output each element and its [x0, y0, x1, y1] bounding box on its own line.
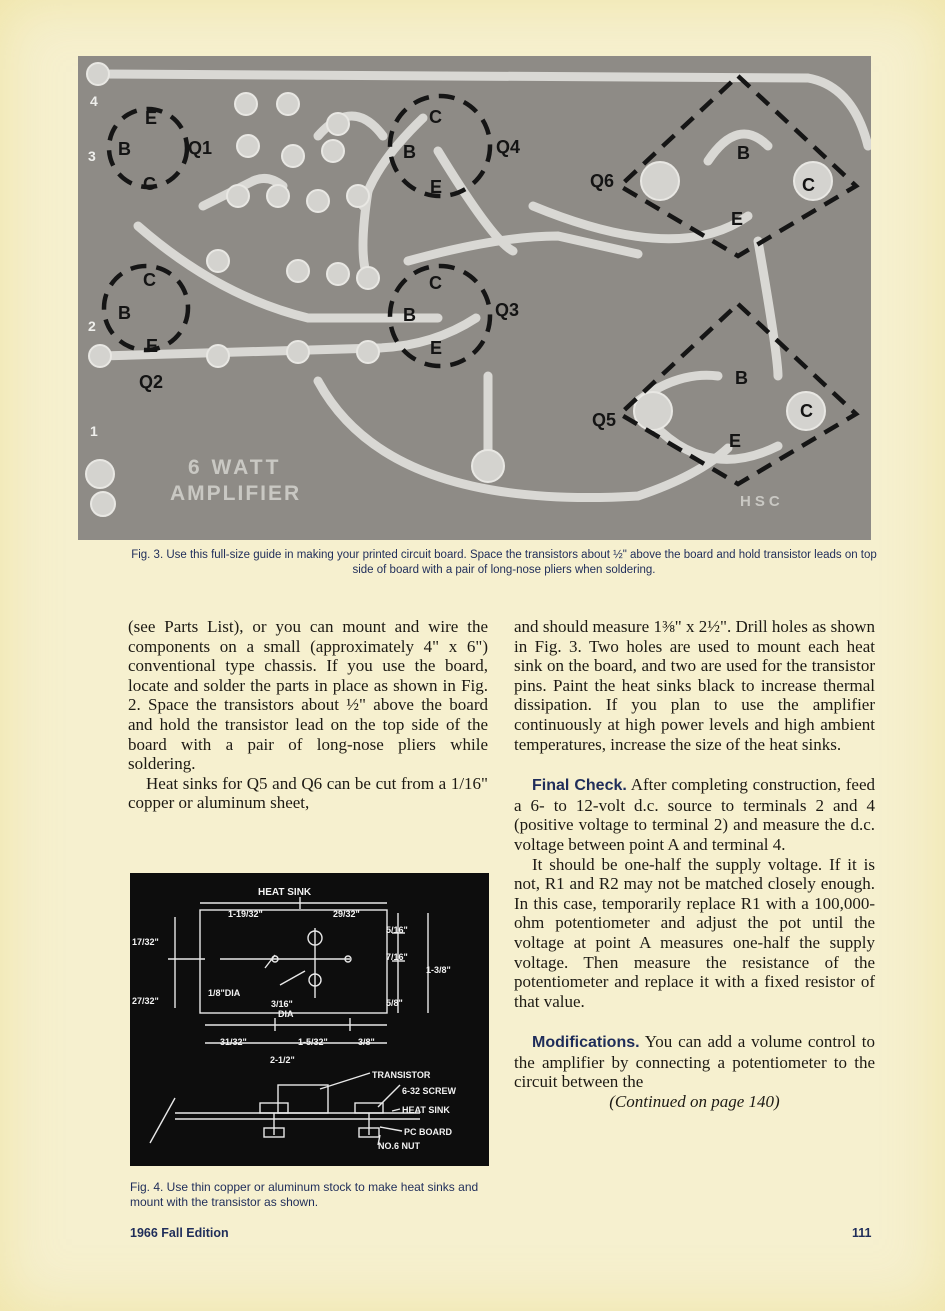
q3-base-label: B: [403, 305, 416, 325]
figure-3-caption: Fig. 3. Use this full-size guide in making your printed circuit board. Space the transistors about ½" above the board and hold transistor leads on top side of board with a pair of long-nose pliers when soldering.: [131, 549, 877, 576]
hole-3-16-line-1: 3/16": [271, 999, 293, 1009]
q1-label: Q1: [188, 138, 213, 158]
dimension-31-32: 31/32": [220, 1037, 247, 1047]
label-pc-board: PC BOARD: [404, 1127, 453, 1137]
dimension-labels: [132, 887, 457, 1151]
article-right-column: [514, 617, 875, 1112]
q5-base-label: B: [735, 368, 748, 388]
modifications-text: You can add a volume control to the amplifier by connecting a potentiometer to the circuit between the: [514, 1032, 876, 1092]
dimension-5-16: 5/16": [386, 925, 408, 935]
final-check-text: After completing construction, feed a 6- to 12-volt d.c. source to terminals 2 and 4 (positive voltage to terminal 2) and measure the d.c. voltage between point A and terminal 4.: [514, 775, 876, 854]
copper-traces: [98, 74, 868, 498]
dimension-1-19-32: 1-19/32": [228, 909, 263, 919]
q1-emitter-label: E: [145, 108, 158, 128]
terminal-numbers: [88, 93, 98, 439]
modifications-paragraph: [514, 1032, 875, 1092]
board-title-line-2: AMPLIFIER: [170, 482, 302, 505]
heat-sink-title: HEAT SINK: [258, 887, 312, 898]
q3-emitter-label: E: [430, 338, 443, 358]
q3-label: Q3: [495, 300, 520, 320]
figure-3-pc-board: [78, 56, 871, 540]
label-screw: 6-32 SCREW: [402, 1086, 457, 1096]
final-check-heading: Final Check.: [532, 777, 627, 795]
q5-collector-label: C: [800, 401, 813, 421]
dimension-3-8: 3/8": [358, 1037, 375, 1047]
left-paragraph-1: (see Parts List), or you can mount and wire the components on a small (approximately 4" x 6") conventional type chassis. If you use the board, locate and solder the parts in place as shown in Fig. 2. Space the transistors about ½" above the board and hold the transistor lead on the top side of the board with a pair of long-nose pliers while soldering.: [128, 617, 488, 774]
final-check-paragraph-2: It should be one-half the supply voltage. If it is not, R1 and R2 may not be matched closely enough. In this case, temporarily replace R1 with a 100,000-ohm potentiometer and adjust the pot until the voltage at point A measures one-half the supply voltage. Then measure the resistance of the potentiometer and replace it with a fixed resistor of that value.: [514, 854, 875, 1011]
terminal-2: 2: [88, 318, 96, 334]
q6-collector-label: C: [802, 175, 815, 195]
heat-sink-drawing: [130, 873, 489, 1166]
mounting-assembly: [150, 1073, 420, 1145]
right-paragraph-1: and should measure 1⅜" x 2½". Drill holes as shown in Fig. 3. Two holes are used to mount each heat sink on the board, and two are used for the transistor pins. Paint the heat sinks black to increase thermal dissipation. If you plan to use the amplifier continuously at high power levels and high ambient temperatures, increase the size of the heat sinks.: [514, 617, 875, 754]
modifications-heading: Modifications.: [532, 1034, 640, 1052]
dimension-5-8: 5/8": [386, 998, 403, 1008]
q2-collector-label: C: [143, 270, 156, 290]
dimension-7-16: 7/16": [386, 952, 408, 962]
hole-3-16-line-2: DIA: [278, 1009, 294, 1019]
q4-emitter-label: E: [430, 177, 443, 197]
q1-collector-label: C: [143, 174, 156, 194]
figure-4-heat-sink: [130, 873, 489, 1166]
q2-emitter-label: E: [146, 336, 159, 356]
q4-collector-label: C: [429, 107, 442, 127]
board-initials: HSC: [740, 493, 784, 510]
dimension-29-32: 29/32": [333, 909, 360, 919]
heat-sink-outline: [168, 897, 428, 1043]
left-paragraph-2: Heat sinks for Q5 and Q6 can be cut from a 1/16" copper or aluminum sheet,: [128, 773, 488, 813]
q2-label: Q2: [139, 372, 164, 392]
q5-emitter-label: E: [729, 431, 742, 451]
terminal-3: 3: [88, 148, 96, 164]
q6-emitter-label: E: [731, 209, 744, 229]
footer-edition: 1966 Fall Edition: [130, 1226, 229, 1240]
dimension-27-32: 27/32": [132, 996, 159, 1006]
q2-base-label: B: [118, 303, 131, 323]
label-heat-sink: HEAT SINK: [402, 1105, 450, 1115]
q1-base-label: B: [118, 139, 131, 159]
q5-label: Q5: [592, 410, 617, 430]
q6-label: Q6: [590, 171, 615, 191]
q4-label: Q4: [496, 137, 521, 157]
terminal-4: 4: [90, 93, 98, 109]
dimension-1-5-32: 1-5/32": [298, 1037, 328, 1047]
label-transistor: TRANSISTOR: [372, 1070, 431, 1080]
dimension-2-1-2: 2-1/2": [270, 1055, 295, 1065]
pc-board-drawing: [78, 56, 871, 540]
final-check-paragraph: [514, 775, 875, 854]
terminal-1: 1: [90, 423, 98, 439]
q3-collector-label: C: [429, 273, 442, 293]
label-nut: NO.6 NUT: [378, 1141, 421, 1151]
q6-base-label: B: [737, 143, 750, 163]
section-gap: [514, 754, 875, 775]
dimension-1-3-8: 1-3/8": [426, 965, 451, 975]
page-number: 111: [852, 1226, 872, 1240]
q4-base-label: B: [403, 142, 416, 162]
dimension-17-32: 17/32": [132, 937, 159, 947]
continued-note: (Continued on page 140): [609, 1092, 780, 1112]
figure-4-caption: Fig. 4. Use thin copper or aluminum stock to make heat sinks and mount with the transistor as shown.: [130, 1180, 479, 1209]
article-left-column: [128, 617, 488, 813]
board-title-line-1: 6 WATT: [188, 456, 282, 479]
section-gap: [514, 1011, 875, 1032]
hole-1-8-dia: 1/8"DIA: [208, 988, 241, 998]
solder-pads: [86, 63, 832, 516]
